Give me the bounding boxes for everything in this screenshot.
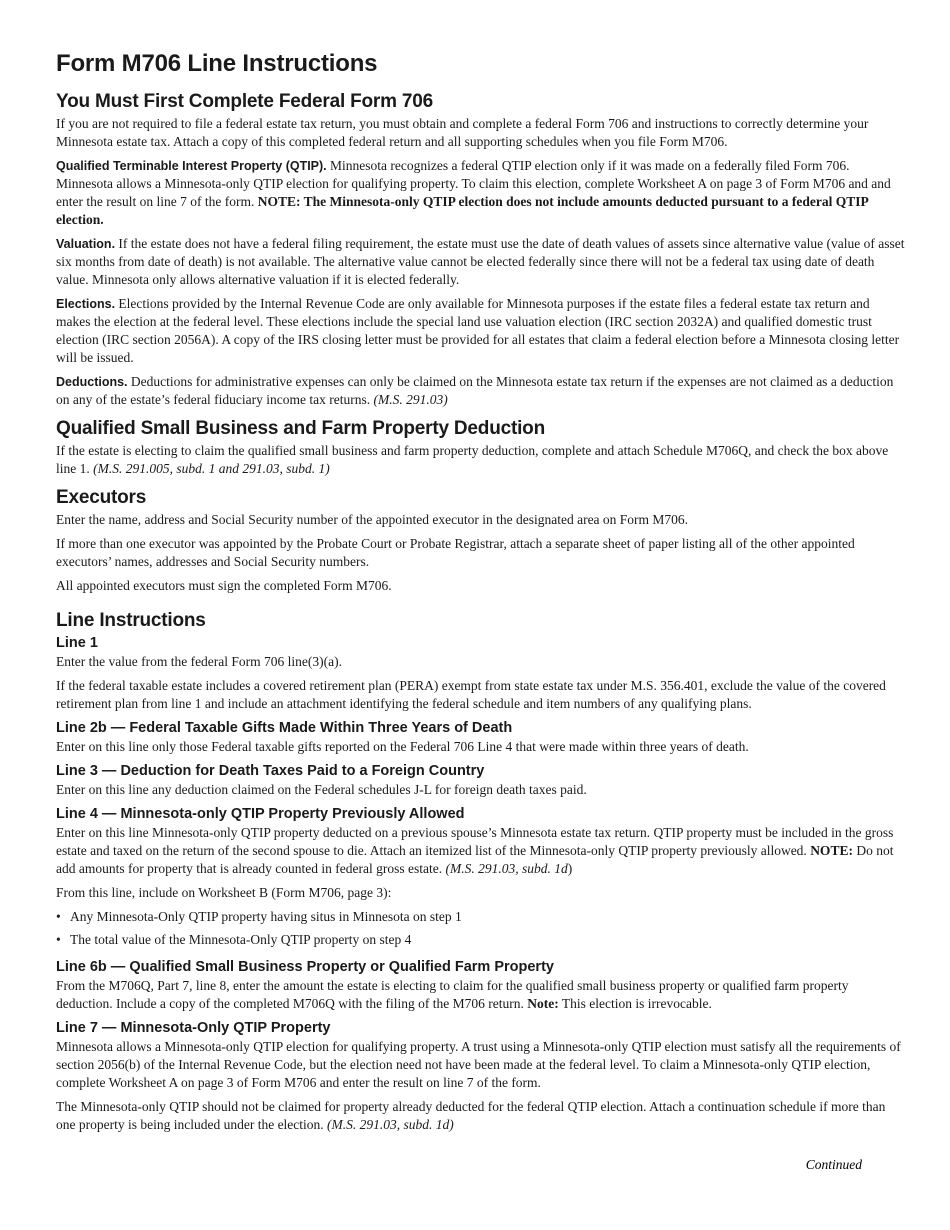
qtip-text: Minnesota recognizes a federal QTIP election only if it was made on a federally filed Form 706. Minnesota allows a Minnesota-only QTIP election for qualifying property. To claim this election, complete Worksheet A on page 3 of Form M706 and and enter the result on line 7 of the form.	[56, 158, 891, 209]
line2b-text: Enter on this line only those Federal taxable gifts reported on the Federal 706 Line 4 that were made within three years of death.	[56, 739, 749, 754]
valuation-lead: Valuation.	[56, 237, 116, 251]
line2b-heading: Line 2b — Federal Taxable Gifts Made Within Three Years of Death	[56, 720, 513, 736]
list-item	[56, 908, 906, 926]
line4-from: From this line, include on Worksheet B (Form M706, page 3):	[56, 885, 392, 900]
elections-lead: Elections.	[56, 297, 116, 311]
executors-heading: Executors	[56, 487, 147, 508]
qtip-note: NOTE: The Minnesota-only QTIP election does not include amounts deducted pursuant to a federal QTIP election.	[56, 194, 869, 227]
deductions-lead: Deductions.	[56, 375, 128, 389]
line1-p2: If the federal taxable estate includes a covered retirement plan (PERA) exempt from state estate tax under M.S. 356.401, exclude the value of the covered retirement plan from line 1 and include an attachment identifying the federal schedule and item numbers of any qualifying plans.	[56, 678, 886, 711]
federal-intro: If you are not required to file a federal estate tax return, you must obtain and complete a federal Form 706 and instructions to correctly determine your Minnesota estate tax. Attach a copy of this completed federal return and all supporting schedules when you file Form M706.	[56, 116, 869, 149]
qsb-cite: (M.S. 291.005, subd. 1 and 291.03, subd. 1)	[93, 461, 330, 476]
line-instructions-section	[56, 609, 906, 1134]
line7-paragraph-2	[56, 1098, 906, 1134]
executors-p2: If more than one executor was appointed by the Probate Court or Probate Registrar, attach a separate sheet of paper listing all of the other appointed executors’ names, addresses and Social Security numbers.	[56, 536, 855, 569]
line7-p1: Minnesota allows a Minnesota-only QTIP election for qualifying property. A trust using a Minnesota-only QTIP election must satisfy all the requirements of section 2056(b) of the Internal Revenue Code, but the election need not have been made at the federal level. To claim a Minnesota-only QTIP election, complete Worksheet A on page 3 of Form M706 and enter the result on line 7 of the form.	[56, 1039, 901, 1090]
valuation-text: If the estate does not have a federal filing requirement, the estate must use the date of death values of assets since alternative value (value of asset six months from date of death) is not available. The alternative value cannot be elected federally since there will not be a federal tax using date of death value. Minnesota only allows alternative valuation if it is elected federally.	[56, 236, 905, 287]
valuation-paragraph	[56, 235, 906, 289]
list-item	[56, 931, 906, 949]
qsb-paragraph	[56, 442, 906, 478]
instructions-page	[56, 50, 906, 1142]
qsb-heading: Qualified Small Business and Farm Property Deduction	[56, 418, 545, 439]
federal-section	[56, 90, 906, 409]
line1-p1: Enter the value from the federal Form 706 line(3)(a).	[56, 654, 343, 669]
line6b-heading: Line 6b — Qualified Small Business Property or Qualified Farm Property	[56, 959, 554, 975]
elections-paragraph	[56, 295, 906, 367]
line3-text: Enter on this line any deduction claimed on the Federal schedules J-L for foreign death taxes paid.	[56, 782, 587, 797]
line7-p2: The Minnesota-only QTIP should not be claimed for property already deducted for the federal QTIP election. Attach a continuation schedule if more than one property is being included under the election.	[56, 1099, 886, 1132]
federal-heading: You Must First Complete Federal Form 706	[56, 91, 434, 112]
line7-cite: (M.S. 291.03, subd. 1d)	[327, 1117, 454, 1132]
line4-text: Enter on this line Minnesota-only QTIP property deducted on a previous spouse’s Minnesota estate tax return. QTIP property must be included in the gross estate and taxed on the return of the second spouse to die. Attach an itemized list of the Minnesota-only QTIP property previously allowed.	[56, 825, 894, 858]
qtip-lead: Qualified Terminable Interest Property (QTIP).	[56, 159, 327, 173]
line1-heading: Line 1	[56, 635, 98, 651]
line6b-paragraph	[56, 977, 906, 1013]
page-title: Form M706 Line Instructions	[56, 50, 378, 77]
elections-text: Elections provided by the Internal Revenue Code are only available for Minnesota purposes if the estate files a federal estate tax return and makes the election at the federal level. These elections include the special land use valuation election (IRC section 2032A) and qualified domestic trust election (IRC section 2056A). A copy of the IRS closing letter must be provided for all estates that claim a federal election before a Minnesota closing letter will be issued.	[56, 296, 900, 365]
line4-cite-close: )	[567, 861, 573, 876]
line7-heading: Line 7 — Minnesota-Only QTIP Property	[56, 1020, 331, 1036]
deductions-cite: (M.S. 291.03)	[373, 392, 448, 407]
line3-heading: Line 3 — Deduction for Death Taxes Paid to a Foreign Country	[56, 763, 485, 779]
executors-p1: Enter the name, address and Social Security number of the appointed executor in the designated area on Form M706.	[56, 512, 689, 527]
line4-heading: Line 4 — Minnesota-only QTIP Property Previously Allowed	[56, 806, 465, 822]
line4-paragraph	[56, 824, 906, 878]
deductions-text: Deductions for administrative expenses can only be claimed on the Minnesota estate tax return if the expenses are not claimed as a deduction on any of the estate’s federal fiduciary income tax returns.	[56, 374, 894, 407]
qtip-paragraph	[56, 157, 906, 229]
qsb-section	[56, 417, 906, 478]
line6b-note-text: This election is irrevocable.	[558, 996, 712, 1011]
line-instructions-heading: Line Instructions	[56, 610, 206, 631]
continued-label: Continued	[805, 1157, 862, 1172]
qsb-text: If the estate is electing to claim the qualified small business and farm property deduction, complete and attach Schedule M706Q, and check the box above line 1.	[56, 443, 889, 476]
line4-note-text: Do not add amounts for property that is already counted in federal gross estate.	[56, 843, 894, 876]
executors-p3: All appointed executors must sign the completed Form M706.	[56, 578, 392, 593]
executors-section	[56, 486, 906, 595]
line4-cite: (M.S. 291.03, subd. 1d	[445, 861, 568, 876]
bullet-text: Any Minnesota-Only QTIP property having situs in Minnesota on step 1	[70, 909, 462, 924]
line4-note-lead: NOTE:	[810, 843, 853, 858]
line6b-note-lead: Note:	[527, 996, 559, 1011]
bullet-icon: •	[56, 932, 61, 947]
deductions-paragraph	[56, 373, 906, 409]
bullet-text: The total value of the Minnesota-Only QTIP property on step 4	[70, 932, 412, 947]
bullet-icon: •	[56, 909, 61, 924]
line6b-text: From the M706Q, Part 7, line 8, enter the amount the estate is electing to claim for the qualified small business property or qualified farm property deduction. Include a copy of the completed M706Q with the filing of the M706 return.	[56, 978, 849, 1011]
